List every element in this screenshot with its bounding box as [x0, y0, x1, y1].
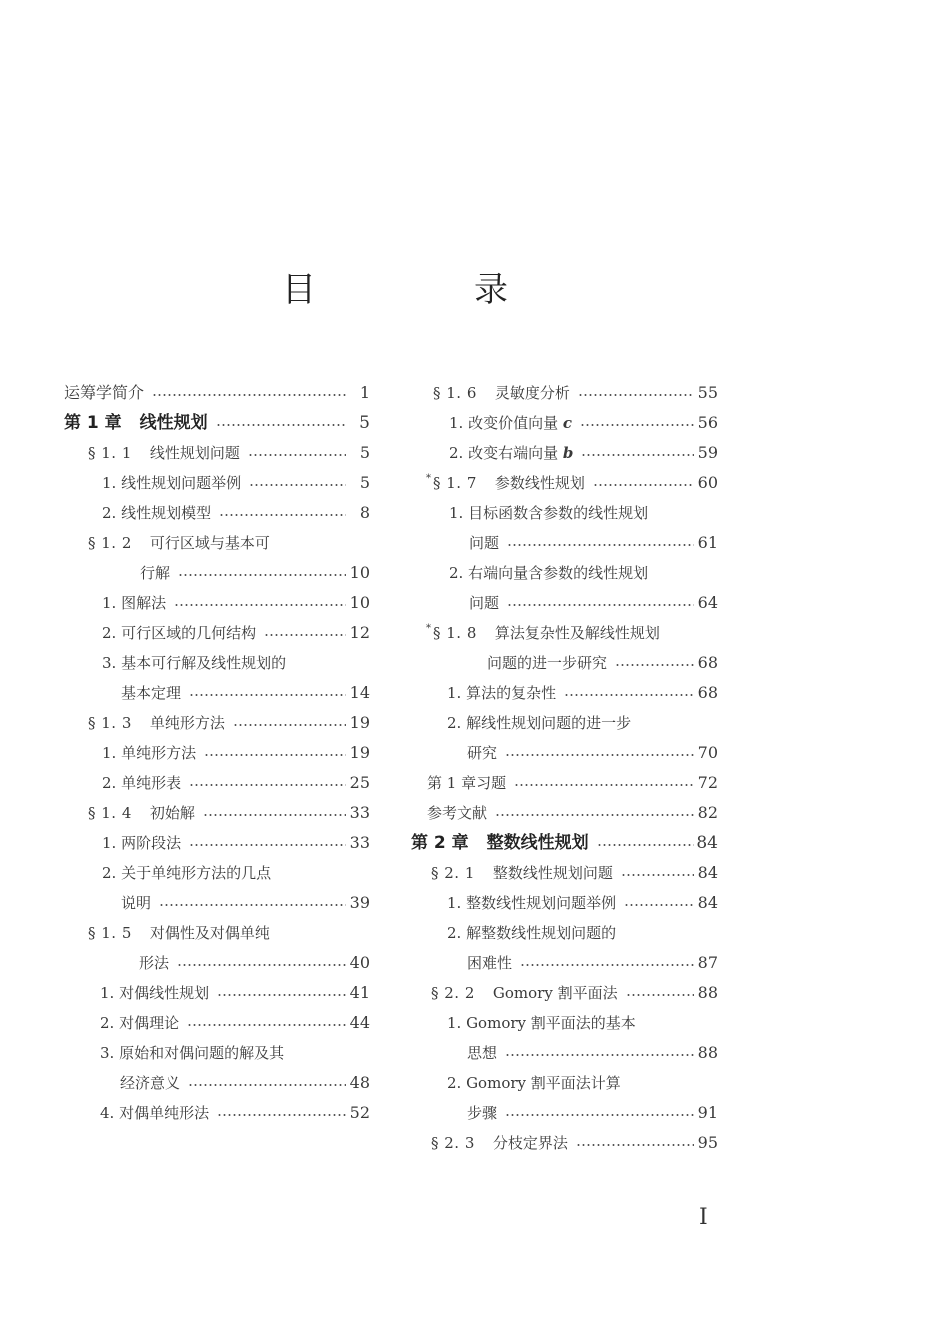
toc-entry-text: 问题: [469, 534, 500, 552]
toc-entry[interactable]: [64, 858, 370, 888]
toc-entry-text: 参考文献: [427, 804, 488, 822]
toc-entry-text: 1. 图解法: [102, 594, 167, 612]
toc-entry-text: 步骤: [467, 1104, 498, 1122]
toc-entry-text: 问题的进一步研究: [487, 654, 608, 672]
toc-section-entry[interactable]: [411, 468, 718, 498]
toc-entry-text: 3. 原始和对偶问题的解及其: [100, 1044, 285, 1062]
leader-dots: [520, 964, 694, 966]
toc-entry-page: 8: [359, 503, 370, 522]
leader-dots: [189, 694, 346, 696]
toc-entry-page: 33: [349, 803, 370, 822]
leader-dots: [159, 904, 346, 906]
section-title: 整数线性规划问题: [492, 864, 613, 882]
toc-entry[interactable]: [411, 1008, 718, 1038]
optional-star-marker: *: [426, 623, 431, 634]
leader-dots: [505, 754, 694, 756]
leader-dots: [189, 844, 346, 846]
section-title: 灵敏度分析: [494, 384, 570, 402]
leader-dots: [615, 664, 694, 666]
toc-section-heading: [88, 438, 240, 468]
toc-entry-text: 第 1 章习题: [427, 774, 507, 792]
toc-entry-text: 行解: [140, 564, 171, 582]
section-number: § 1. 2: [88, 534, 132, 552]
toc-section-heading: [426, 618, 660, 648]
toc-entry-text: 1. 对偶线性规划: [100, 984, 210, 1002]
toc-entry-page: 88: [697, 983, 718, 1002]
toc-entry-page: 1: [359, 383, 370, 402]
leader-dots: [217, 994, 346, 996]
section-title: Gomory 割平面法: [492, 984, 618, 1002]
chapter-title: 线性规划: [139, 413, 208, 433]
toc-chapter-entry[interactable]: [64, 408, 370, 438]
chapter-number: 第 1 章: [64, 413, 122, 433]
toc-section-heading: [88, 528, 270, 558]
toc-entry-text: 1. 目标函数含参数的线性规划: [449, 504, 649, 522]
toc-entry-page: 59: [697, 443, 718, 462]
leader-dots: [495, 814, 694, 816]
toc-entry[interactable]: [411, 888, 718, 918]
toc-section-entry[interactable]: [64, 798, 370, 828]
toc-entry[interactable]: [411, 918, 718, 948]
section-number: § 2. 3: [431, 1134, 475, 1152]
toc-entry[interactable]: [411, 1038, 718, 1068]
leader-dots: [564, 694, 694, 696]
toc-entry[interactable]: [64, 1008, 370, 1038]
toc-entry[interactable]: [64, 1098, 370, 1128]
toc-entry-text: 2. 单纯形表: [102, 774, 182, 792]
leader-dots: [621, 874, 694, 876]
leader-dots: [216, 424, 346, 426]
toc-right-column: [411, 378, 718, 1158]
toc-section-heading: [431, 978, 618, 1008]
toc-section-heading: [426, 468, 585, 498]
toc-entry[interactable]: [411, 738, 718, 768]
toc-entry[interactable]: [411, 768, 718, 798]
toc-entry[interactable]: [411, 948, 718, 978]
optional-star-marker: *: [426, 473, 431, 484]
toc-entry-page: 61: [697, 533, 718, 552]
toc-entry[interactable]: [411, 678, 718, 708]
section-number: § 2. 2: [431, 984, 475, 1002]
toc-section-entry[interactable]: [411, 978, 718, 1008]
toc-entry[interactable]: [411, 1098, 718, 1128]
leader-dots: [188, 1084, 346, 1086]
toc-entry-text: 2. Gomory 割平面法计算: [447, 1074, 621, 1092]
toc-entry-text: 3. 基本可行解及线性规划的: [102, 654, 287, 672]
toc-section-entry[interactable]: [64, 438, 370, 468]
toc-chapter-heading: [411, 828, 589, 858]
toc-entry-page: 10: [349, 563, 370, 582]
section-title: 对偶性及对偶单纯: [149, 924, 270, 942]
leader-dots: [264, 634, 346, 636]
section-number: § 1. 3: [88, 714, 132, 732]
toc-section-entry[interactable]: [411, 858, 718, 888]
section-title: 分枝定界法: [492, 1134, 568, 1152]
toc-entry[interactable]: [64, 768, 370, 798]
toc-entry-text: 1. 两阶段法: [102, 834, 182, 852]
page-folio-number: I: [699, 1205, 708, 1230]
toc-section-heading: [433, 378, 570, 408]
toc-entry[interactable]: [411, 528, 718, 558]
toc-entry-page: 25: [349, 773, 370, 792]
section-title: 参数线性规划: [494, 474, 585, 492]
toc-entry[interactable]: [411, 1068, 718, 1098]
toc-entry-page: 52: [349, 1103, 370, 1122]
toc-entry[interactable]: [64, 468, 370, 498]
leader-dots: [189, 784, 346, 786]
toc-section-entry[interactable]: [64, 528, 370, 558]
leader-dots: [507, 604, 694, 606]
toc-entry-page: 48: [349, 1073, 370, 1092]
toc-entry[interactable]: [64, 948, 370, 978]
toc-entry-text: 2. 关于单纯形方法的几点: [102, 864, 272, 882]
toc-entry-page: 33: [349, 833, 370, 852]
toc-left-column: [64, 378, 370, 1128]
leader-dots: [217, 1114, 346, 1116]
toc-entry-page: 88: [697, 1043, 718, 1062]
toc-entry-page: 5: [359, 473, 370, 492]
toc-entry-text: 运筹学简介: [64, 383, 145, 402]
toc-entry-page: 64: [697, 593, 718, 612]
leader-dots: [152, 394, 346, 396]
toc-entry[interactable]: [411, 498, 718, 528]
leader-dots: [178, 574, 346, 576]
leader-dots: [597, 844, 694, 846]
toc-entry-page: 84: [697, 863, 718, 882]
toc-entry[interactable]: [64, 648, 370, 678]
toc-entry[interactable]: [64, 978, 370, 1008]
leader-dots: [505, 1114, 694, 1116]
toc-section-heading: [88, 708, 225, 738]
toc-entry-page: 60: [697, 473, 718, 492]
leader-dots: [248, 454, 346, 456]
toc-entry-text: 1. 单纯形方法: [102, 744, 197, 762]
toc-entry-text: 1. 算法的复杂性: [447, 684, 557, 702]
toc-entry-page: 91: [697, 1103, 718, 1122]
toc-entry-page: 84: [696, 833, 718, 853]
leader-dots: [249, 484, 346, 486]
toc-entry-page: 87: [697, 953, 718, 972]
toc-entry-page: 72: [697, 773, 718, 792]
toc-entry-page: 12: [349, 623, 370, 642]
toc-entry-text: [449, 438, 573, 468]
toc-entry-text: 1. 整数线性规划问题举例: [447, 894, 617, 912]
toc-entry-page: 14: [349, 683, 370, 702]
section-number: § 2. 1: [431, 864, 475, 882]
page-title: 目 录: [282, 270, 570, 310]
toc-entry-text: 1. Gomory 割平面法的基本: [447, 1014, 636, 1032]
toc-entry-text: [449, 408, 572, 438]
toc-entry[interactable]: [411, 408, 718, 438]
leader-dots: [233, 724, 346, 726]
toc-entry[interactable]: [64, 1038, 370, 1068]
vector-symbol: b: [562, 444, 574, 462]
toc-entry[interactable]: [411, 438, 718, 468]
leader-dots: [187, 1024, 346, 1026]
chapter-number: 第 2 章: [411, 833, 469, 853]
toc-entry-text: 2. 解整数线性规划问题的: [447, 924, 617, 942]
toc-entry-page: 19: [349, 743, 370, 762]
section-title: 线性规划问题: [149, 444, 240, 462]
leader-dots: [505, 1054, 694, 1056]
toc-section-entry[interactable]: [64, 708, 370, 738]
toc-section-entry[interactable]: [411, 378, 718, 408]
leader-dots: [204, 754, 346, 756]
toc-entry-page: 44: [349, 1013, 370, 1032]
leader-dots: [626, 994, 694, 996]
toc-entry-text: 基本定理: [121, 684, 182, 702]
toc-entry[interactable]: [411, 558, 718, 588]
toc-entry-page: 68: [697, 653, 718, 672]
toc-entry-text: 研究: [467, 744, 498, 762]
toc-entry[interactable]: [64, 588, 370, 618]
leader-dots: [581, 454, 694, 456]
leader-dots: [514, 784, 694, 786]
toc-entry-text: 说明: [121, 894, 152, 912]
toc-entry[interactable]: [64, 828, 370, 858]
section-title: 单纯形方法: [149, 714, 225, 732]
toc-section-entry[interactable]: [64, 918, 370, 948]
toc-entry-page: 5: [359, 413, 370, 433]
toc-entry-text: 1. 线性规划问题举例: [102, 474, 242, 492]
toc-entry[interactable]: [411, 588, 718, 618]
toc-entry-text: 形法: [139, 954, 170, 972]
toc-chapter-heading: [64, 408, 208, 438]
toc-entry-text: 2. 对偶理论: [100, 1014, 180, 1032]
toc-entry-page: 82: [697, 803, 718, 822]
toc-entry-text: 经济意义: [120, 1074, 181, 1092]
section-title: 可行区域与基本可: [149, 534, 270, 552]
toc-section-heading: [431, 1128, 568, 1158]
toc-entry-page: 19: [349, 713, 370, 732]
section-title: 初始解: [149, 804, 195, 822]
toc-entry-text: 问题: [469, 594, 500, 612]
toc-entry-page: 10: [349, 593, 370, 612]
toc-chapter-entry[interactable]: [411, 828, 718, 858]
toc-entry[interactable]: [411, 648, 718, 678]
toc-entry[interactable]: [64, 558, 370, 588]
toc-entry-page: 68: [697, 683, 718, 702]
chapter-title: 整数线性规划: [486, 833, 589, 853]
section-title: 算法复杂性及解线性规划: [494, 624, 660, 642]
toc-entry-text: 2. 解线性规划问题的进一步: [447, 714, 632, 732]
leader-dots: [177, 964, 346, 966]
toc-entry-page: 84: [697, 893, 718, 912]
toc-section-heading: [431, 858, 613, 888]
toc-entry-text: 2. 可行区域的几何结构: [102, 624, 257, 642]
leader-dots: [507, 544, 694, 546]
toc-entry-text: 困难性: [467, 954, 513, 972]
toc-entry[interactable]: [411, 798, 718, 828]
section-number: § 1. 4: [88, 804, 132, 822]
toc-entry-page: 55: [697, 383, 718, 402]
leader-dots: [203, 814, 346, 816]
toc-entry-text: 思想: [467, 1044, 498, 1062]
toc-entry[interactable]: [64, 498, 370, 528]
section-number: § 1. 6: [433, 384, 477, 402]
toc-entry-label: 2. 改变右端向量: [449, 444, 559, 462]
leader-dots: [624, 904, 694, 906]
toc-section-entry[interactable]: [411, 618, 718, 648]
leader-dots: [174, 604, 346, 606]
section-number: § 1. 8: [433, 624, 477, 642]
section-number: § 1. 5: [88, 924, 132, 942]
toc-entry-text: 4. 对偶单纯形法: [100, 1104, 210, 1122]
leader-dots: [578, 394, 694, 396]
toc-entry[interactable]: [64, 678, 370, 708]
toc-entry-page: 5: [359, 443, 370, 462]
toc-section-heading: [88, 798, 195, 828]
toc-entry-page: 70: [697, 743, 718, 762]
leader-dots: [576, 1144, 694, 1146]
toc-entry[interactable]: [64, 738, 370, 768]
leader-dots: [219, 514, 346, 516]
toc-entry[interactable]: [411, 708, 718, 738]
toc-section-heading: [88, 918, 270, 948]
toc-entry-text: 2. 线性规划模型: [102, 504, 212, 522]
vector-symbol: c: [562, 414, 573, 432]
toc-entry-text: 2. 右端向量含参数的线性规划: [449, 564, 649, 582]
toc-entry-page: 40: [349, 953, 370, 972]
toc-entry-page: 39: [349, 893, 370, 912]
toc-section-entry[interactable]: [411, 1128, 718, 1158]
toc-entry[interactable]: [64, 888, 370, 918]
section-number: § 1. 7: [433, 474, 477, 492]
toc-entry-page: 56: [697, 413, 718, 432]
toc-entry[interactable]: [64, 1068, 370, 1098]
leader-dots: [593, 484, 694, 486]
toc-entry-label: 1. 改变价值向量: [449, 414, 559, 432]
toc-entry-page: 41: [349, 983, 370, 1002]
leader-dots: [580, 424, 694, 426]
toc-entry-page: 95: [697, 1133, 718, 1152]
toc-entry[interactable]: [64, 378, 370, 408]
section-number: § 1. 1: [88, 444, 132, 462]
toc-entry[interactable]: [64, 618, 370, 648]
